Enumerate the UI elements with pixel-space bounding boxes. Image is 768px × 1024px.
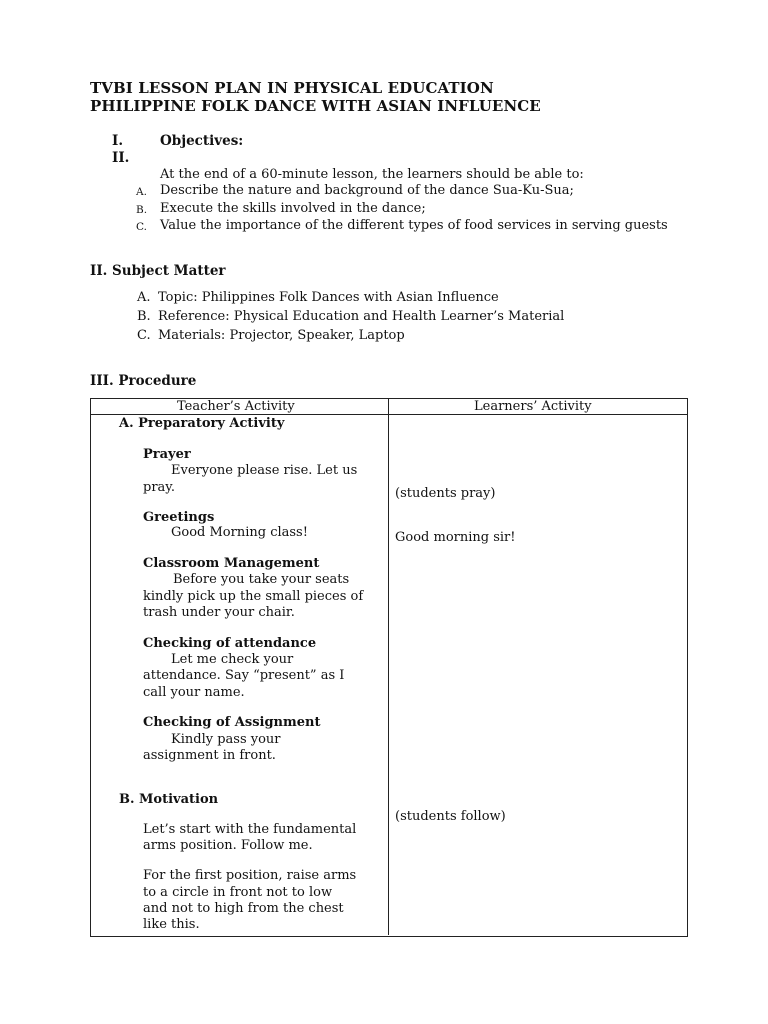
- objective-marker-c: C.: [136, 221, 147, 233]
- subject-item-topic: Topic: Philippines Folk Dances with Asian Influence: [158, 290, 499, 305]
- objectives-intro: At the end of a 60-minute lesson, the learners should be able to:: [160, 167, 584, 182]
- document-title-line-1: TVBI LESSON PLAN IN PHYSICAL EDUCATION: [90, 79, 494, 97]
- attendance-line-1: Let me check your: [171, 652, 294, 667]
- table-header-divider: [90, 414, 687, 415]
- classroom-management-line-1: Before you take your seats: [173, 572, 350, 587]
- subject-marker-b: B.: [137, 309, 151, 324]
- subject-item-materials: Materials: Projector, Speaker, Laptop: [158, 328, 405, 343]
- greetings-text: Good Morning class!: [171, 525, 308, 540]
- motivation-paragraph-2-line-4: like this.: [143, 917, 200, 932]
- attendance-line-3: call your name.: [143, 685, 245, 700]
- objective-marker-a: A.: [136, 186, 147, 198]
- motivation-paragraph-2-line-3: and not to high from the chest: [143, 901, 344, 916]
- greetings-label: Greetings: [143, 510, 215, 525]
- attendance-label: Checking of attendance: [143, 636, 317, 651]
- learner-response-greeting: Good morning sir!: [395, 530, 516, 545]
- prayer-label: Prayer: [143, 447, 191, 462]
- column-header-learners: Learners’ Activity: [474, 399, 592, 414]
- objectives-number: I.: [112, 133, 124, 149]
- assignment-line-1: Kindly pass your: [171, 732, 281, 747]
- assignment-line-2: assignment in front.: [143, 748, 276, 763]
- objectives-heading: Objectives:: [160, 133, 244, 149]
- classroom-management-label: Classroom Management: [143, 556, 320, 571]
- subject-marker-a: A.: [137, 290, 151, 305]
- assignment-label: Checking of Assignment: [143, 715, 321, 730]
- motivation-paragraph-2-line-1: For the first position, raise arms: [143, 868, 357, 883]
- prayer-line-1: Everyone please rise. Let us: [171, 463, 358, 478]
- objective-marker-b: B.: [136, 204, 148, 216]
- classroom-management-line-3: trash under your chair.: [143, 605, 295, 620]
- procedure-heading: III. Procedure: [90, 373, 197, 389]
- subject-matter-heading: II. Subject Matter: [90, 263, 226, 279]
- prayer-line-2: pray.: [143, 480, 176, 495]
- objective-item-c: Value the importance of the different types of food services in serving guests: [160, 218, 668, 233]
- motivation-paragraph-1-line-1: Let’s start with the fundamental: [143, 822, 357, 837]
- motivation-heading: B. Motivation: [119, 792, 219, 807]
- classroom-management-line-2: kindly pick up the small pieces of: [143, 589, 364, 604]
- preparatory-activity-heading: A. Preparatory Activity: [119, 416, 285, 431]
- subject-item-reference: Reference: Physical Education and Health Learner’s Material: [158, 309, 565, 324]
- subject-marker-c: C.: [137, 328, 151, 343]
- learner-response-pray: (students pray): [395, 486, 496, 501]
- attendance-line-2: attendance. Say “present” as I: [143, 668, 345, 683]
- document-title-line-2: PHILIPPINE FOLK DANCE WITH ASIAN INFLUENCE: [90, 97, 541, 115]
- motivation-paragraph-1-line-2: arms position. Follow me.: [143, 838, 313, 853]
- column-header-teacher: Teacher’s Activity: [177, 399, 295, 414]
- motivation-paragraph-2-line-2: to a circle in front not to low: [143, 885, 333, 900]
- learner-response-follow: (students follow): [395, 809, 506, 824]
- objectives-number-2: II.: [112, 150, 130, 166]
- table-column-divider: [388, 398, 389, 935]
- objective-item-a: Describe the nature and background of the dance Sua-Ku-Sua;: [160, 183, 574, 198]
- objective-item-b: Execute the skills involved in the dance;: [160, 201, 426, 216]
